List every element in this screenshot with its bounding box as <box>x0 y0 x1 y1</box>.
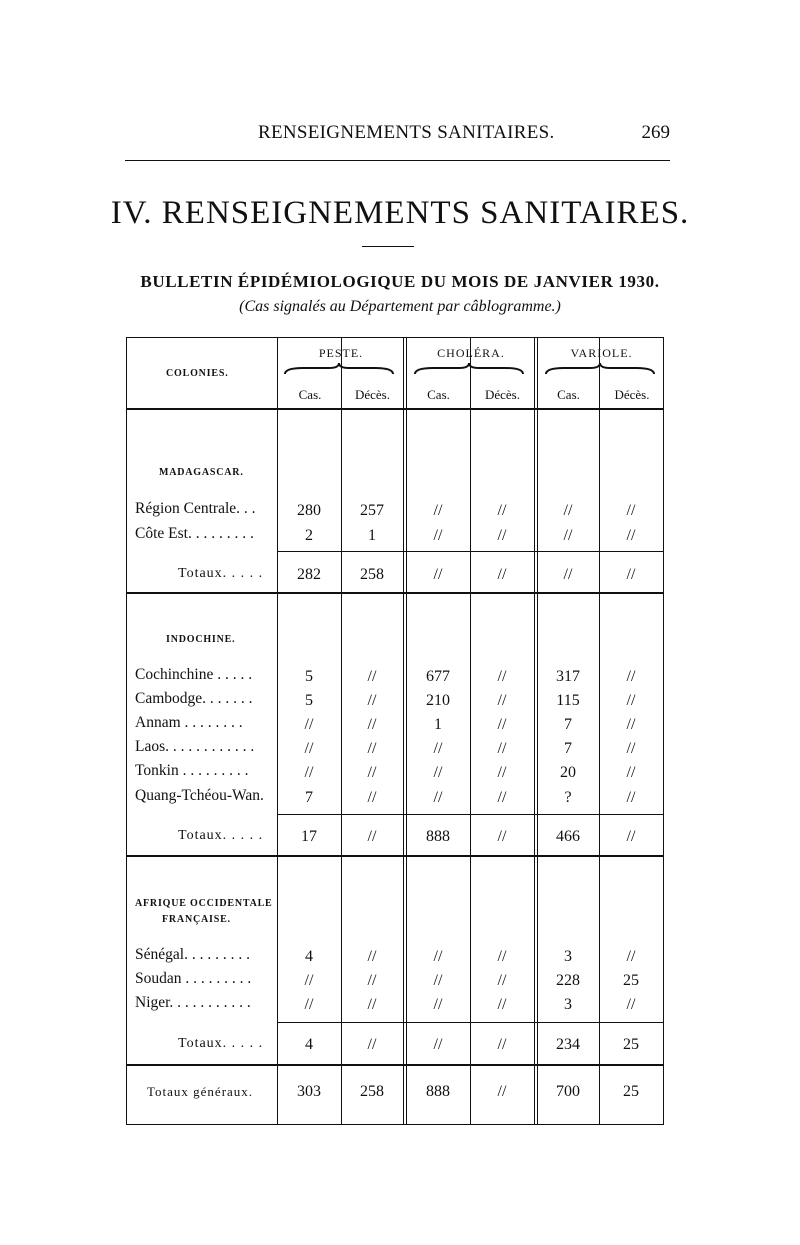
cell: 20 <box>560 764 576 781</box>
running-head <box>125 118 670 148</box>
cell: // <box>433 948 443 965</box>
cell: // <box>497 764 507 781</box>
cell: // <box>497 502 507 519</box>
cell: 7 <box>564 716 572 733</box>
subcol-peste-deces: Décès. <box>354 387 390 402</box>
header-rule <box>126 408 664 410</box>
cell: // <box>497 527 507 544</box>
total-cell: 258 <box>360 566 384 583</box>
col-rule <box>277 337 278 1125</box>
cell: ? <box>564 789 572 806</box>
total-cell: // <box>433 1036 443 1053</box>
cell: // <box>626 527 636 544</box>
cell: // <box>433 740 443 757</box>
cell: 280 <box>297 502 321 519</box>
grand-total-cell: 700 <box>556 1083 580 1100</box>
cell: 7 <box>305 789 313 806</box>
cell: 677 <box>426 668 450 685</box>
col-rule-double <box>406 337 407 1125</box>
grand-total-cell: // <box>497 1083 507 1100</box>
section-title-aof: AFRIQUE OCCIDENTALE <box>135 898 273 909</box>
cell: // <box>497 692 507 709</box>
cell: // <box>433 527 443 544</box>
section-title-indochine: INDOCHINE. <box>166 634 236 645</box>
row-label: Sénégal. . . . . . . . . <box>135 946 250 963</box>
cell: // <box>497 716 507 733</box>
cell: // <box>304 764 314 781</box>
header-rule <box>125 160 670 161</box>
cell: 115 <box>556 692 580 709</box>
cell: // <box>367 996 377 1013</box>
cell: 317 <box>556 668 580 685</box>
cell: 4 <box>305 948 313 965</box>
group-header-peste: PESTE. <box>318 346 364 360</box>
row-label: Niger. . . . . . . . . . . <box>135 994 251 1011</box>
cell: // <box>497 740 507 757</box>
cell: // <box>433 996 443 1013</box>
cell: 1 <box>434 716 442 733</box>
cell: // <box>626 948 636 965</box>
cell: 257 <box>360 502 384 519</box>
row-label: Région Centrale. . . <box>135 500 256 517</box>
total-cell: // <box>497 828 507 845</box>
total-cell: // <box>367 828 377 845</box>
cell: 228 <box>556 972 580 989</box>
total-label: Totaux. . . . . <box>178 566 264 581</box>
cell: // <box>367 764 377 781</box>
total-cell: 25 <box>623 1036 639 1053</box>
cell: 3 <box>564 948 572 965</box>
cell: // <box>304 996 314 1013</box>
cell: // <box>497 668 507 685</box>
total-cell: 282 <box>297 566 321 583</box>
subcol-cholera-deces: Décès. <box>484 387 520 402</box>
brace-icon <box>413 362 525 376</box>
grand-total-cell: 258 <box>360 1083 384 1100</box>
row-label: Côte Est. . . . . . . . . <box>135 525 254 542</box>
cell: 5 <box>305 668 313 685</box>
subcol-cholera-cas: Cas. <box>427 387 450 402</box>
cell: // <box>304 716 314 733</box>
subcol-variole-deces: Décès. <box>614 387 650 402</box>
cell: // <box>497 972 507 989</box>
brace-icon <box>544 362 656 376</box>
cell: // <box>367 789 377 806</box>
row-label: Quang-Tchéou-Wan. <box>135 787 264 804</box>
cell: // <box>367 740 377 757</box>
row-label: Cochinchine . . . . . <box>135 666 253 683</box>
total-cell: 4 <box>305 1036 313 1053</box>
brace-icon <box>283 362 395 376</box>
col-rule <box>599 337 600 1125</box>
cell: // <box>626 668 636 685</box>
section-rule <box>126 855 664 857</box>
bulletin-title: BULLETIN ÉPIDÉMIOLOGIQUE DU MOIS DE JANVIER 1930. <box>140 272 660 291</box>
cell: // <box>497 948 507 965</box>
cell: // <box>433 972 443 989</box>
cell: // <box>367 692 377 709</box>
main-title: IV. RENSEIGNEMENTS SANITAIRES. <box>110 195 690 231</box>
title-rule <box>362 246 414 247</box>
cell: 1 <box>368 527 376 544</box>
total-label: Totaux. . . . . <box>178 828 264 843</box>
cell: // <box>626 716 636 733</box>
total-cell: // <box>626 828 636 845</box>
total-cell: 466 <box>556 828 580 845</box>
cell: // <box>304 972 314 989</box>
cell: // <box>433 789 443 806</box>
cell: 5 <box>305 692 313 709</box>
row-label: Tonkin . . . . . . . . . <box>135 762 249 779</box>
row-label: Soudan . . . . . . . . . <box>135 970 252 987</box>
cell: // <box>497 789 507 806</box>
total-cell: // <box>497 566 507 583</box>
total-cell: 17 <box>301 828 317 845</box>
row-label: Annam . . . . . . . . <box>135 714 243 731</box>
cell: // <box>367 668 377 685</box>
total-cell: // <box>563 566 573 583</box>
col-rule-double <box>403 337 404 1125</box>
cell: 210 <box>426 692 450 709</box>
section-title-madagascar: MADAGASCAR. <box>159 467 244 478</box>
cell: // <box>433 502 443 519</box>
total-label: Totaux. . . . . <box>178 1036 264 1051</box>
section-title-aof-line2: FRANÇAISE. <box>162 914 231 925</box>
cell: // <box>367 716 377 733</box>
grand-total-label: Totaux généraux. <box>147 1084 254 1099</box>
subtitle: (Cas signalés au Département par câblogramme.) <box>239 298 561 315</box>
cell: // <box>497 996 507 1013</box>
total-cell: // <box>497 1036 507 1053</box>
subcol-peste-cas: Cas. <box>298 387 322 402</box>
cell: 25 <box>623 972 639 989</box>
grand-total-cell: 303 <box>297 1083 321 1100</box>
section-rule <box>126 592 664 594</box>
colonies-header: COLONIES. <box>166 368 229 379</box>
page-number: 269 <box>641 122 670 143</box>
cell: // <box>433 764 443 781</box>
col-rule-double <box>534 337 535 1125</box>
cell: 3 <box>564 996 572 1013</box>
subcol-variole-cas: Cas. <box>557 387 580 402</box>
cell: // <box>367 972 377 989</box>
cell: 7 <box>564 740 572 757</box>
grand-total-cell: 888 <box>426 1083 450 1100</box>
subtotal-rule <box>278 551 664 552</box>
section-rule <box>126 1064 664 1066</box>
grand-total-cell: 25 <box>623 1083 639 1100</box>
group-header-variole: VARIOLE. <box>570 346 633 360</box>
cell: // <box>626 789 636 806</box>
col-rule <box>470 337 471 1125</box>
subtotal-rule <box>278 814 664 815</box>
total-cell: // <box>367 1036 377 1053</box>
cell: 2 <box>305 527 313 544</box>
total-cell: 888 <box>426 828 450 845</box>
group-header-cholera: CHOLÉRA. <box>437 346 505 360</box>
cell: // <box>626 692 636 709</box>
total-cell: // <box>626 566 636 583</box>
cell: // <box>563 502 573 519</box>
total-cell: 234 <box>556 1036 580 1053</box>
running-head-title: RENSEIGNEMENTS SANITAIRES. <box>258 122 555 143</box>
cell: // <box>626 502 636 519</box>
cell: // <box>563 527 573 544</box>
total-cell: // <box>433 566 443 583</box>
cell: // <box>626 740 636 757</box>
cell: // <box>304 740 314 757</box>
cell: // <box>626 764 636 781</box>
subtotal-rule <box>278 1022 664 1023</box>
cell: // <box>367 948 377 965</box>
cell: // <box>626 996 636 1013</box>
row-label: Laos. . . . . . . . . . . . <box>135 738 255 755</box>
row-label: Cambodge. . . . . . . <box>135 690 253 707</box>
